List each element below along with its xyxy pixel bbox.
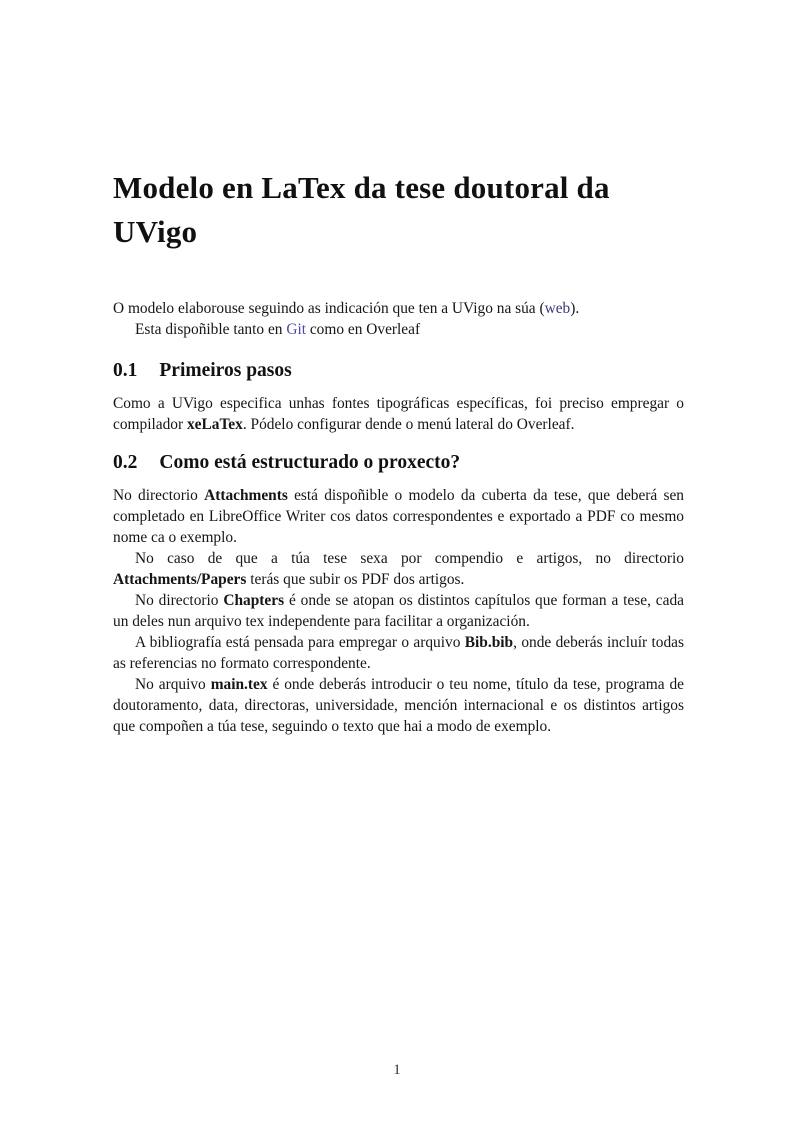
section-body	[113, 485, 684, 737]
text-run: é onde deberás introducir o teu nome, título da tese, programa de doutoramento, data, directoras, universidade, mención internacional e os distintos artigos que compoñen a túa tese, seguindo o texto que hai a modo de exemplo.	[113, 676, 684, 736]
text-run: é onde se atopan os distintos capítulos que forman a tese, cada un deles nun arquivo tex independente para facilitar a organización.	[113, 592, 684, 631]
paragraph	[113, 548, 684, 590]
section-title: Como está estructurado o proxecto?	[159, 452, 461, 474]
text-run: No directorio	[135, 592, 224, 610]
paragraph	[113, 485, 684, 548]
paragraph	[113, 590, 684, 632]
page-content	[113, 166, 684, 737]
page-number: 1	[393, 1062, 401, 1078]
section-estructura-proxecto	[113, 450, 684, 737]
text-run: terás que subir os PDF dos artigos.	[246, 571, 465, 589]
text-run: Attachments/Papers	[113, 571, 247, 589]
text-run: Esta dispoñible tanto en	[135, 321, 287, 339]
text-run: Bib.bib	[464, 634, 514, 652]
text-run: Como a UVigo especifica unhas fontes tipográficas específicas, foi preciso empregar o compilador	[113, 395, 684, 434]
intro-block	[113, 298, 684, 340]
paragraph	[113, 298, 684, 319]
link-web[interactable]: web	[544, 300, 571, 318]
text-run: . Pódelo configurar dende o menú lateral do Overleaf.	[242, 416, 575, 434]
text-run: No directorio	[113, 487, 205, 505]
text-run: No caso de que a túa tese sexa por compendio e artigos, no directorio	[135, 550, 684, 568]
section-number: 0.1	[113, 360, 138, 382]
paragraph	[113, 674, 684, 737]
text-run: ).	[570, 300, 580, 318]
text-run: como en Overleaf	[306, 321, 421, 339]
paragraph	[113, 393, 684, 435]
text-run: xeLaTex	[186, 416, 243, 434]
text-run: A bibliografía está pensada para empregar o arquivo	[135, 634, 465, 652]
section-primeiros-pasos	[113, 358, 684, 435]
section-title: Primeiros pasos	[159, 360, 292, 382]
text-run: Attachments	[204, 487, 288, 505]
section-heading	[113, 450, 684, 476]
section-number: 0.2	[113, 452, 138, 474]
section-body	[113, 393, 684, 435]
text-run: main.tex	[210, 676, 268, 694]
text-run: O modelo elaborouse seguindo as indicación que ten a UVigo na súa (	[113, 300, 545, 318]
section-heading	[113, 358, 684, 384]
text-run: está dispoñible o modelo da cuberta da tese, que deberá sen completado en LibreOffice Writer cos datos correspondentes e exportado a PDF co mesmo nome ca o exemplo.	[113, 487, 684, 547]
text-run: No arquivo	[135, 676, 211, 694]
link-git[interactable]: Git	[286, 321, 306, 339]
paragraph	[113, 632, 684, 674]
paragraph	[113, 319, 684, 340]
text-run: Chapters	[223, 592, 285, 610]
document-title: Modelo en LaTex da tese doutoral da UVigo	[113, 170, 610, 250]
text-run: , onde deberás incluír todas as referencias no formato correspondente.	[113, 634, 684, 673]
